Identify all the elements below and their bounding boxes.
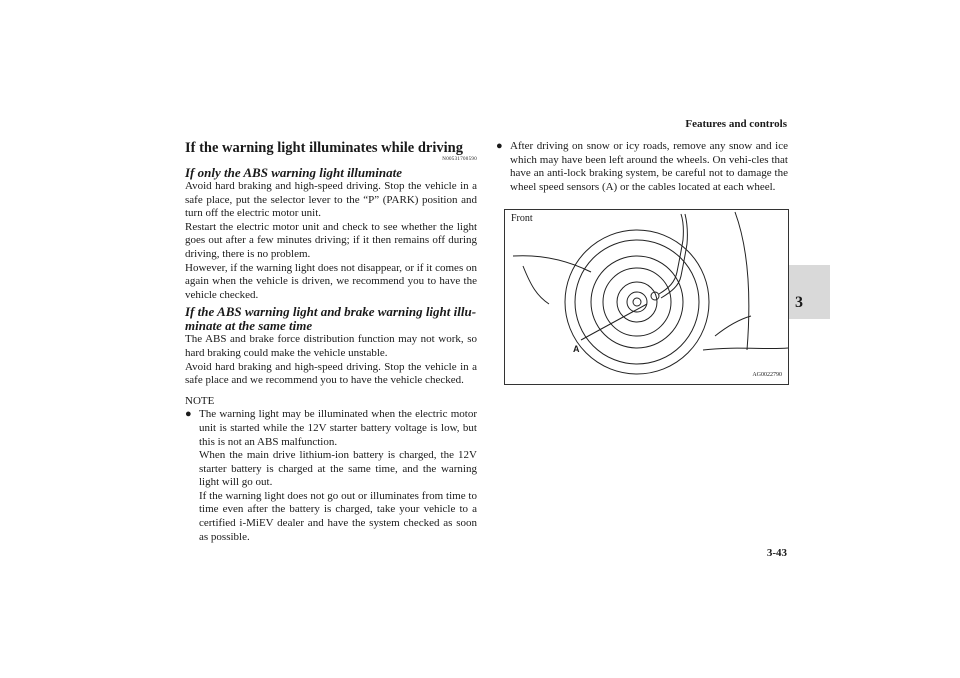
bullet-item: [496, 140, 788, 194]
right-column: [496, 140, 788, 194]
bullet-icon: ●: [496, 140, 503, 152]
note-bullet-item: [185, 408, 477, 544]
paragraph: Avoid hard braking and high-speed driving. Stop the vehicle in a safe place, put the selector lever to the “P” (PARK) position and turn off the electric motor unit.: [185, 180, 477, 220]
bullet-icon: ●: [185, 408, 192, 421]
note-text: When the main drive lithium-ion battery is charged, the 12V starter battery is charged at the same time, and the warning light will go out.: [199, 449, 477, 489]
wheel-figure: [504, 209, 789, 385]
note-text: The warning light may be illuminated when the electric motor unit is started while the 12V starter battery voltage is low, but this is not an ABS malfunction.: [199, 408, 477, 448]
paragraph: Avoid hard braking and high-speed driving. Stop the vehicle in a safe place and we recommend you to have the vehicle checked.: [185, 360, 477, 387]
section-title: Features and controls: [685, 118, 787, 130]
chapter-tab: [786, 265, 830, 319]
note-text: If the warning light does not go out or illuminates from time to time even after the battery is charged, take your vehicle to a certified i-MiEV dealer and have the system checked as soon as possible.: [199, 489, 477, 543]
figure-code: AG0022790: [752, 372, 782, 378]
subheading-abs-and-brake: If the ABS warning light and brake warning light illu-minate at the same time: [185, 304, 477, 334]
figure-label-a: A: [573, 344, 580, 354]
figure-label-front: Front: [511, 213, 533, 224]
wheel-sensor-illustration: [505, 210, 788, 384]
note-label: NOTE: [185, 394, 215, 407]
paragraph: Restart the electric motor unit and check to see whether the light goes out after a few minutes driving; if it then remains off during driving, there is no problem.: [185, 220, 477, 260]
paragraph: The ABS and brake force distribution function may not work, so hard braking could make the vehicle unstable.: [185, 333, 477, 359]
section-heading: If the warning light illuminates while driving: [185, 140, 463, 156]
chapter-tab-number: 3: [795, 294, 803, 311]
paragraph: However, if the warning light does not disappear, or if it comes on again when the vehicle is driven, we recommend you to have the vehicle checked.: [185, 261, 477, 301]
page-number: 3-43: [766, 547, 787, 559]
subheading-abs-only: If only the ABS warning light illuminate: [185, 165, 402, 180]
left-column: [185, 140, 477, 544]
section-code: N00531700590: [442, 157, 477, 162]
bullet-text: After driving on snow or icy roads, remove any snow and ice which may have been left around the wheels. On vehi-cles that have an anti-lock braking system, be careful not to damage the wheel speed sensors (A) or the cables located at each wheel.: [510, 140, 788, 193]
